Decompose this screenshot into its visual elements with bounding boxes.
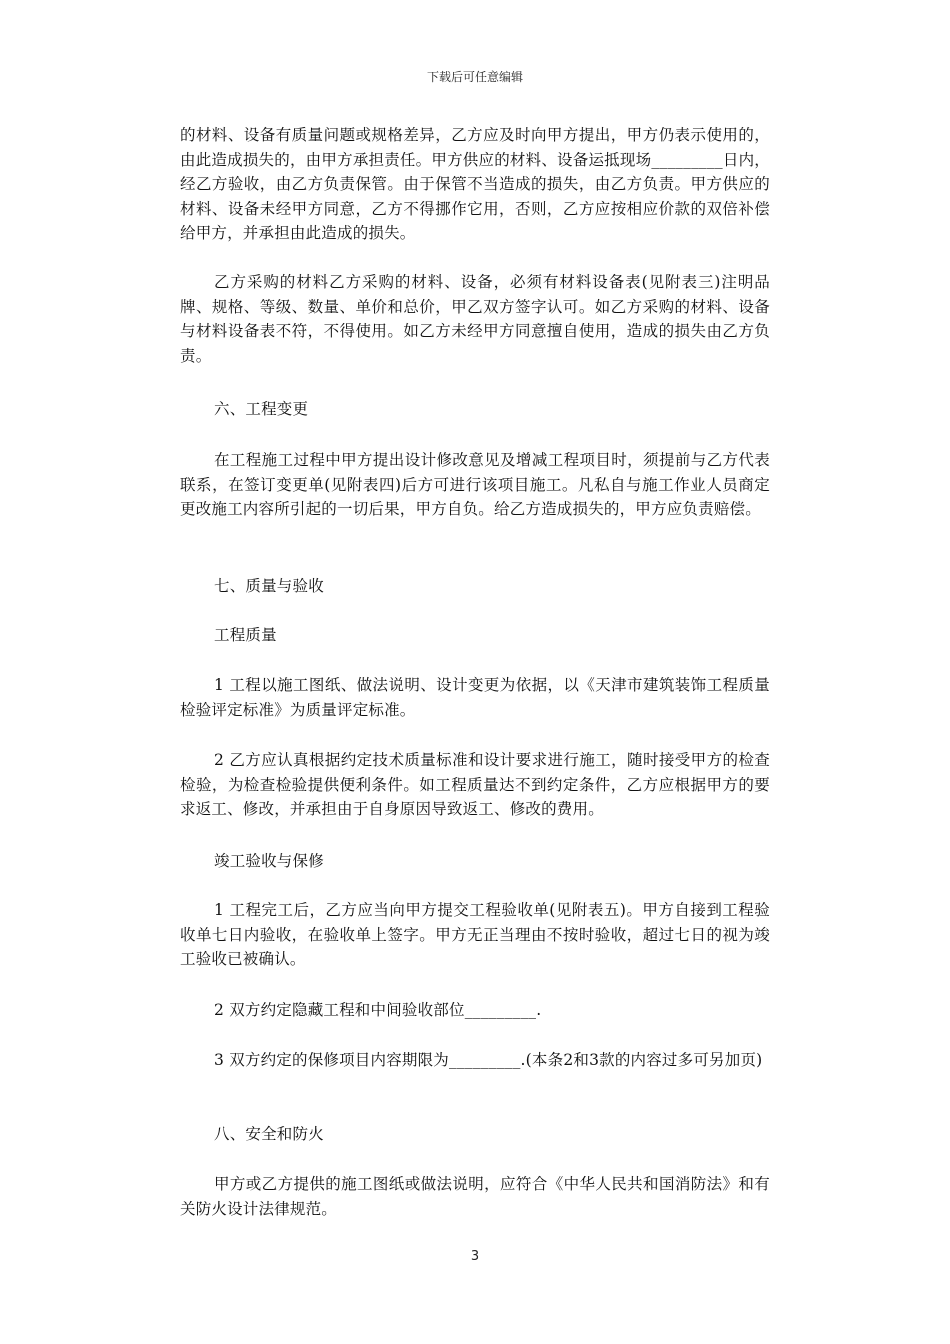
subheading-acceptance: 竣工验收与保修 — [214, 852, 324, 870]
section-heading-7: 七、质量与验收 — [214, 577, 324, 595]
section-heading-8: 八、安全和防火 — [214, 1125, 324, 1143]
page-number: 3 — [470, 1249, 480, 1264]
page-header: 下载后可任意编辑 — [426, 70, 523, 84]
paragraph-quality-2: 2 乙方应认真根据约定技术质量标准和设计要求进行施工，随时接受甲方的检查检验，为检查检验提供便利条件。如工程质量达不到约定条件，乙方应根据甲方的要求返工、修改，并承担由于自身原因导致返工、修改的费用。 — [180, 751, 770, 819]
subheading-quality: 工程质量 — [214, 626, 277, 644]
paragraph-quality-1: 1 工程以施工图纸、做法说明、设计变更为依据，以《天津市建筑装饰工程质量检验评定标准》为质量评定标准。 — [180, 676, 770, 719]
paragraph-contractor-purchase: 乙方采购的材料乙方采购的材料、设备，必须有材料设备表(见附表三)注明品牌、规格、等级、数量、单价和总价，甲乙双方签字认可。如乙方采购的材料、设备与材料设备表不符，不得使用。如乙方未经甲方同意擅自使用，造成的损失由乙方负责。 — [180, 273, 770, 365]
paragraph-material-supply: 的材料、设备有质量问题或规格差异，乙方应及时向甲方提出，甲方仍表示使用的，由此造成损失的，由甲方承担责任。甲方供应的材料、设备运抵现场_________日内，经乙方验收，由乙方负责保管。由于保管不当造成的损失，由乙方负责。甲方供应的材料、设备未经甲方同意，乙方不得挪作它用，否则，乙方应按相应价款的双倍补偿给甲方，并承担由此造成的损失。 — [180, 126, 770, 243]
paragraph-acceptance-3: 3 双方约定的保修项目内容期限为_________.(本条2和3款的内容过多可另加页) — [214, 1051, 763, 1069]
paragraph-acceptance-2: 2 双方约定隐藏工程和中间验收部位_________. — [214, 1001, 542, 1019]
paragraph-acceptance-1: 1 工程完工后，乙方应当向甲方提交工程验收单(见附表五)。甲方自接到工程验收单七日内验收，在验收单上签字。甲方无正当理由不按时验收，超过七日的视为竣工验收已被确认。 — [180, 901, 770, 969]
section-heading-6: 六、工程变更 — [214, 400, 309, 418]
paragraph-change-orders: 在工程施工过程中甲方提出设计修改意见及增减工程项目时，须提前与乙方代表联系，在签订变更单(见附表四)后方可进行该项目施工。凡私自与施工作业人员商定更改施工内容所引起的一切后果，甲方自负。给乙方造成损失的，甲方应负责赔偿。 — [180, 451, 770, 519]
paragraph-fire-safety: 甲方或乙方提供的施工图纸或做法说明，应符合《中华人民共和国消防法》和有关防火设计法律规范。 — [180, 1175, 770, 1218]
